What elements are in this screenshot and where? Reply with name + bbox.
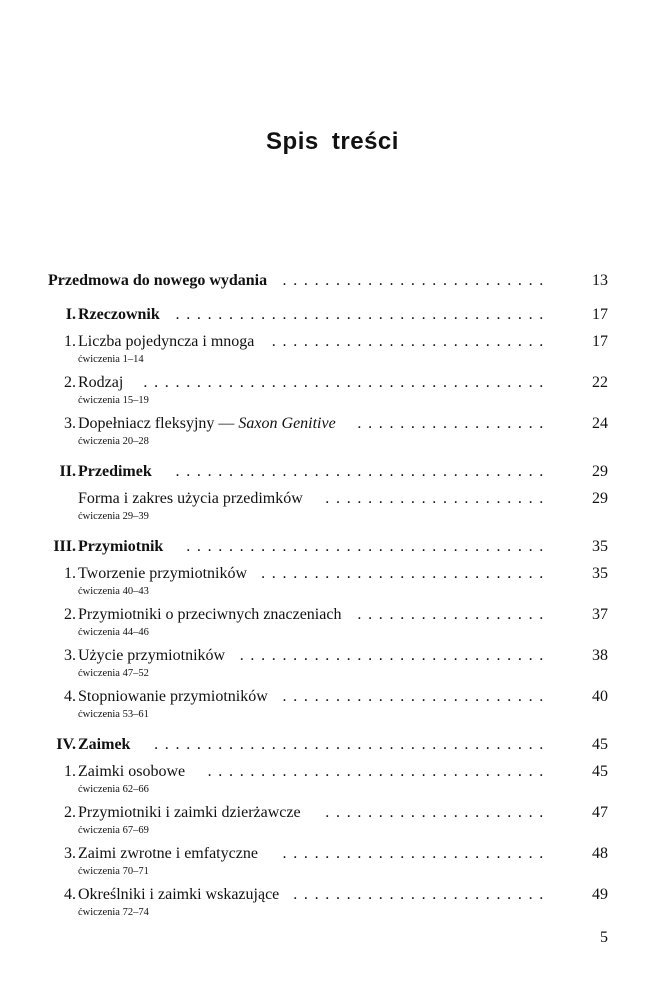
section-page: 40 bbox=[592, 688, 608, 705]
toc-entry-label: Przedmowa do nowego wydania bbox=[48, 272, 268, 289]
exercises-range: ćwiczenia 62–66 bbox=[78, 784, 149, 795]
dot-leader: ......................... bbox=[282, 688, 550, 705]
dot-leader: .................. bbox=[357, 606, 550, 623]
section-page: 38 bbox=[592, 647, 608, 664]
exercises-range: ćwiczenia 40–43 bbox=[78, 586, 149, 597]
section-title bbox=[78, 560, 247, 588]
section-number: 1. bbox=[64, 763, 76, 780]
dot-leader: ......................... bbox=[282, 845, 550, 862]
dot-leader: ......................... bbox=[282, 272, 550, 289]
dot-leader: ................................... bbox=[175, 463, 550, 480]
section-title-text: Przymiotniki i zaimki dzierżawcze bbox=[78, 804, 301, 821]
section-title-text: Zaimi zwrotne i emfatyczne bbox=[78, 845, 258, 862]
toc-section[interactable] bbox=[0, 758, 665, 786]
section-title bbox=[78, 328, 254, 356]
exercises-range: ćwiczenia 67–69 bbox=[78, 825, 149, 836]
section-page: 45 bbox=[592, 763, 608, 780]
toc-entry-page: 13 bbox=[592, 272, 608, 289]
section-title-text: Użycie przymiotników bbox=[78, 647, 226, 664]
chapter-title: Rzeczownik bbox=[78, 306, 160, 323]
section-title bbox=[78, 642, 225, 670]
section-page: 17 bbox=[592, 333, 608, 350]
section-title-italic: Saxon Genitive bbox=[238, 415, 336, 432]
toc-chapter[interactable] bbox=[0, 302, 665, 328]
section-number: 1. bbox=[64, 333, 76, 350]
dot-leader: ........................... bbox=[261, 565, 550, 582]
section-number: 2. bbox=[64, 374, 76, 391]
toc-section[interactable] bbox=[0, 601, 665, 629]
chapter-page: 17 bbox=[592, 306, 608, 323]
section-title bbox=[78, 683, 268, 711]
exercises-range: ćwiczenia 20–28 bbox=[78, 436, 149, 447]
section-title-text: Forma i zakres użycia przedimków bbox=[78, 490, 303, 507]
section-number: 3. bbox=[64, 647, 76, 664]
dot-leader: .................................. bbox=[186, 538, 550, 555]
section-title bbox=[78, 881, 279, 909]
dot-leader: ................................ bbox=[207, 763, 550, 780]
dot-leader: ...................................... bbox=[143, 374, 550, 391]
section-number: 1. bbox=[64, 565, 76, 582]
toc-chapter[interactable] bbox=[0, 732, 665, 758]
section-page: 37 bbox=[592, 606, 608, 623]
exercises-range: ćwiczenia 15–19 bbox=[78, 395, 149, 406]
toc-section[interactable] bbox=[0, 799, 665, 827]
section-title-text: Określniki i zaimki wskazujące bbox=[78, 886, 280, 903]
toc-section[interactable] bbox=[0, 840, 665, 868]
section-title bbox=[78, 601, 341, 629]
toc-section[interactable] bbox=[0, 683, 665, 711]
section-page: 35 bbox=[592, 565, 608, 582]
toc-section[interactable] bbox=[0, 881, 665, 909]
section-number: 3. bbox=[64, 415, 76, 432]
section-title-text: Tworzenie przymiotników bbox=[78, 565, 248, 582]
dot-leader: ..................... bbox=[325, 804, 550, 821]
section-title bbox=[78, 840, 258, 868]
section-page: 47 bbox=[592, 804, 608, 821]
toc-section[interactable] bbox=[0, 560, 665, 588]
chapter-number: IV. bbox=[56, 736, 76, 753]
section-page: 49 bbox=[592, 886, 608, 903]
toc-section[interactable] bbox=[0, 328, 665, 356]
table-of-contents bbox=[0, 268, 665, 922]
dot-leader: .................. bbox=[357, 415, 550, 432]
dot-leader: ................................... bbox=[175, 306, 550, 323]
exercises-range: ćwiczenia 44–46 bbox=[78, 627, 149, 638]
section-number: 2. bbox=[64, 606, 76, 623]
exercises-range: ćwiczenia 53–61 bbox=[78, 709, 149, 720]
toc-section[interactable] bbox=[0, 369, 665, 397]
exercises-range: ćwiczenia 72–74 bbox=[78, 907, 149, 918]
chapter-title: Przedimek bbox=[78, 463, 152, 480]
chapter-gap bbox=[0, 451, 665, 459]
chapter-gap bbox=[0, 294, 665, 302]
chapter-number: I. bbox=[65, 306, 76, 323]
page-number: 5 bbox=[600, 929, 608, 946]
toc-section[interactable] bbox=[0, 410, 665, 438]
section-title bbox=[78, 799, 301, 827]
dot-leader: ........................ bbox=[293, 886, 550, 903]
dot-leader: ..................... bbox=[325, 490, 550, 507]
chapter-gap bbox=[0, 724, 665, 732]
section-title-text: Stopniowanie przymiotników bbox=[78, 688, 268, 705]
section-title-text: Rodzaj bbox=[78, 374, 124, 391]
section-title-text: Zaimki osobowe bbox=[78, 763, 186, 780]
section-title bbox=[78, 369, 123, 397]
section-page: 29 bbox=[592, 490, 608, 507]
dot-leader: .......................... bbox=[271, 333, 550, 350]
exercises-range: ćwiczenia 29–39 bbox=[78, 511, 149, 522]
section-title bbox=[78, 758, 185, 786]
section-title-text: Dopełniacz fleksyjny — bbox=[78, 415, 239, 432]
chapter-page: 45 bbox=[592, 736, 608, 753]
dot-leader: ..................................... bbox=[154, 736, 550, 753]
toc-entry-front[interactable] bbox=[0, 268, 665, 294]
exercises-range: ćwiczenia 70–71 bbox=[78, 866, 149, 877]
section-page: 48 bbox=[592, 845, 608, 862]
section-page: 22 bbox=[592, 374, 608, 391]
chapter-number: III. bbox=[53, 538, 76, 555]
chapter-number: II. bbox=[59, 463, 76, 480]
section-number: 3. bbox=[64, 845, 76, 862]
section-number: 4. bbox=[64, 886, 76, 903]
section-title bbox=[78, 410, 336, 438]
section-number: 2. bbox=[64, 804, 76, 821]
toc-chapter[interactable] bbox=[0, 459, 665, 485]
chapter-gap bbox=[0, 526, 665, 534]
chapter-page: 35 bbox=[592, 538, 608, 555]
toc-section[interactable] bbox=[0, 642, 665, 670]
page-title: Spis treści bbox=[266, 128, 399, 155]
chapter-page: 29 bbox=[592, 463, 608, 480]
toc-section[interactable] bbox=[0, 485, 665, 513]
chapter-title: Przymiotnik bbox=[78, 538, 164, 555]
chapter-title: Zaimek bbox=[78, 736, 131, 753]
section-page: 24 bbox=[592, 415, 608, 432]
section-title bbox=[78, 485, 303, 513]
exercises-range: ćwiczenia 47–52 bbox=[78, 668, 149, 679]
dot-leader: ............................. bbox=[239, 647, 550, 664]
section-title-text: Przymiotniki o przeciwnych znaczeniach bbox=[78, 606, 342, 623]
section-number: 4. bbox=[64, 688, 76, 705]
exercises-range: ćwiczenia 1–14 bbox=[78, 354, 144, 365]
toc-chapter[interactable] bbox=[0, 534, 665, 560]
section-title-text: Liczba pojedyncza i mnoga bbox=[78, 333, 255, 350]
